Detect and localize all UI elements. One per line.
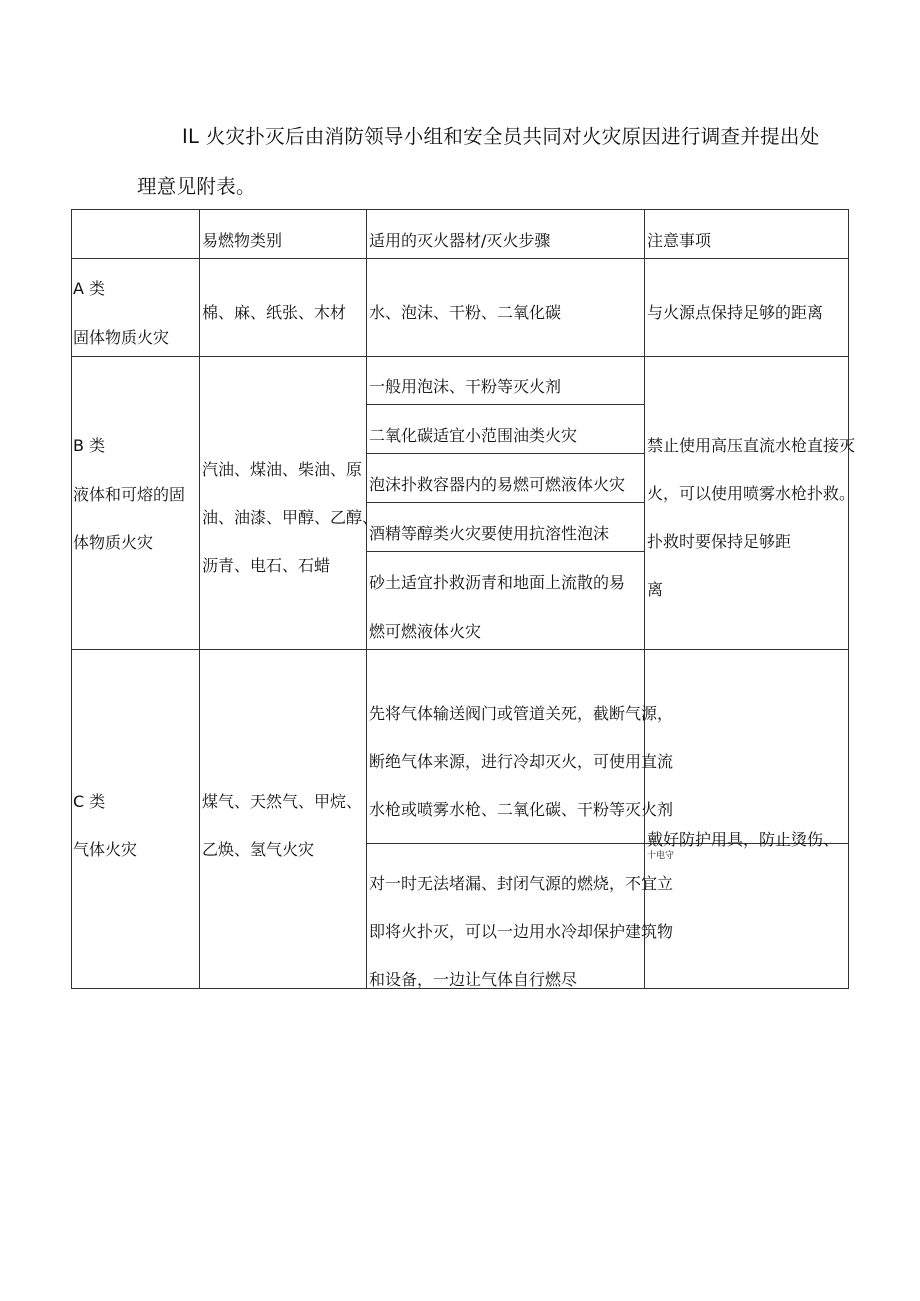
row-b-ext-3: 泡沫扑救容器内的易燃可燃液体火灾 <box>369 475 626 494</box>
row-c-class-code: C 类 <box>73 792 106 811</box>
table-rule-row-a <box>71 356 849 357</box>
paragraph-line-2: 理意见附表。 <box>137 175 256 198</box>
row-a-extinguishing: 水、泡沫、干粉、二氧化碳 <box>369 303 562 322</box>
row-b-materials-3: 沥青、电石、石蜡 <box>202 556 331 575</box>
row-c-notes-small: 十电守 <box>647 851 675 861</box>
paragraph-line-1: IL 火灾扑灭后由消防领导小组和安全员共同对火灾原因进行调查并提出处 <box>182 125 820 148</box>
row-c-notes-1: 戴好防护用具，防止烫伤、 <box>647 830 840 849</box>
row-c-ext-2-line-1: 对一时无法堵漏、封闭气源的燃烧，不宜立 <box>369 874 674 893</box>
row-b-notes-1: 禁止使用高压直流水枪直接灭 <box>647 436 856 455</box>
rowb-ext-divider-4 <box>367 551 645 552</box>
header-category: 易燃物类别 <box>202 231 283 250</box>
table-rule-header <box>71 258 849 259</box>
row-b-ext-1: 一般用泡沫、干粉等灭火剂 <box>369 377 562 396</box>
row-b-ext-5-line-2: 燃可燃液体火灾 <box>369 622 482 641</box>
row-c-materials-1: 煤气、天然气、甲烷、 <box>202 792 363 811</box>
row-c-ext-2-line-3: 和设备，一边让气体自行燃尽 <box>369 970 578 989</box>
row-b-class-code: B 类 <box>73 436 106 455</box>
row-b-materials-1: 汽油、煤油、柴油、原 <box>202 460 363 479</box>
table-border-top <box>71 209 849 210</box>
row-c-materials-2: 乙焕、氢气火灾 <box>202 840 315 859</box>
table-rule-row-b <box>71 649 849 650</box>
rowb-ext-divider-3 <box>367 502 645 503</box>
row-c-ext-2-line-2: 即将火扑灭，可以一边用水冷却保护建筑物 <box>369 922 674 941</box>
row-c-ext-1-line-1: 先将气体输送阀门或管道关死，截断气源， <box>369 704 674 723</box>
table-col-divider-2 <box>366 209 367 989</box>
row-b-notes-3: 扑救时要保持足够距 <box>647 532 792 551</box>
row-c-ext-1-line-2: 断绝气体来源，进行冷却灭火，可使用直流 <box>369 752 674 771</box>
row-a-class-name: 固体物质火灾 <box>73 328 170 347</box>
table-col-divider-1 <box>199 209 200 989</box>
row-b-materials-2: 油、油漆、甲醇、乙醇、 <box>202 508 379 527</box>
rowb-ext-divider-1 <box>367 404 645 405</box>
row-b-notes-4: 离 <box>647 580 664 599</box>
row-a-class-code: A 类 <box>73 279 106 298</box>
row-c-ext-1-line-3: 水枪或喷雾水枪、二氧化碳、干粉等灭火剂 <box>369 800 674 819</box>
rowb-ext-divider-2 <box>367 453 645 454</box>
row-b-ext-2: 二氧化碳适宜小范围油类火灾 <box>369 426 578 445</box>
row-b-ext-5-line-1: 砂土适宜扑救沥青和地面上流散的易 <box>369 573 626 592</box>
row-c-class-name: 气体火灾 <box>73 840 138 859</box>
row-b-ext-4: 酒精等醇类火灾要使用抗溶性泡沫 <box>369 524 610 543</box>
row-b-class-name-2: 体物质火灾 <box>73 533 154 552</box>
row-b-notes-2: 火，可以使用喷雾水枪扑救。 <box>647 484 856 503</box>
table-border-right <box>848 209 849 989</box>
header-extinguishing: 适用的灭火器材/灭火步骤 <box>369 231 551 250</box>
row-a-materials: 棉、麻、纸张、木材 <box>202 303 347 322</box>
row-b-class-name-1: 液体和可熔的固 <box>73 485 186 504</box>
header-notes: 注意事项 <box>647 231 712 250</box>
table-border-left <box>71 209 72 989</box>
row-a-notes: 与火源点保持足够的距离 <box>647 303 824 322</box>
